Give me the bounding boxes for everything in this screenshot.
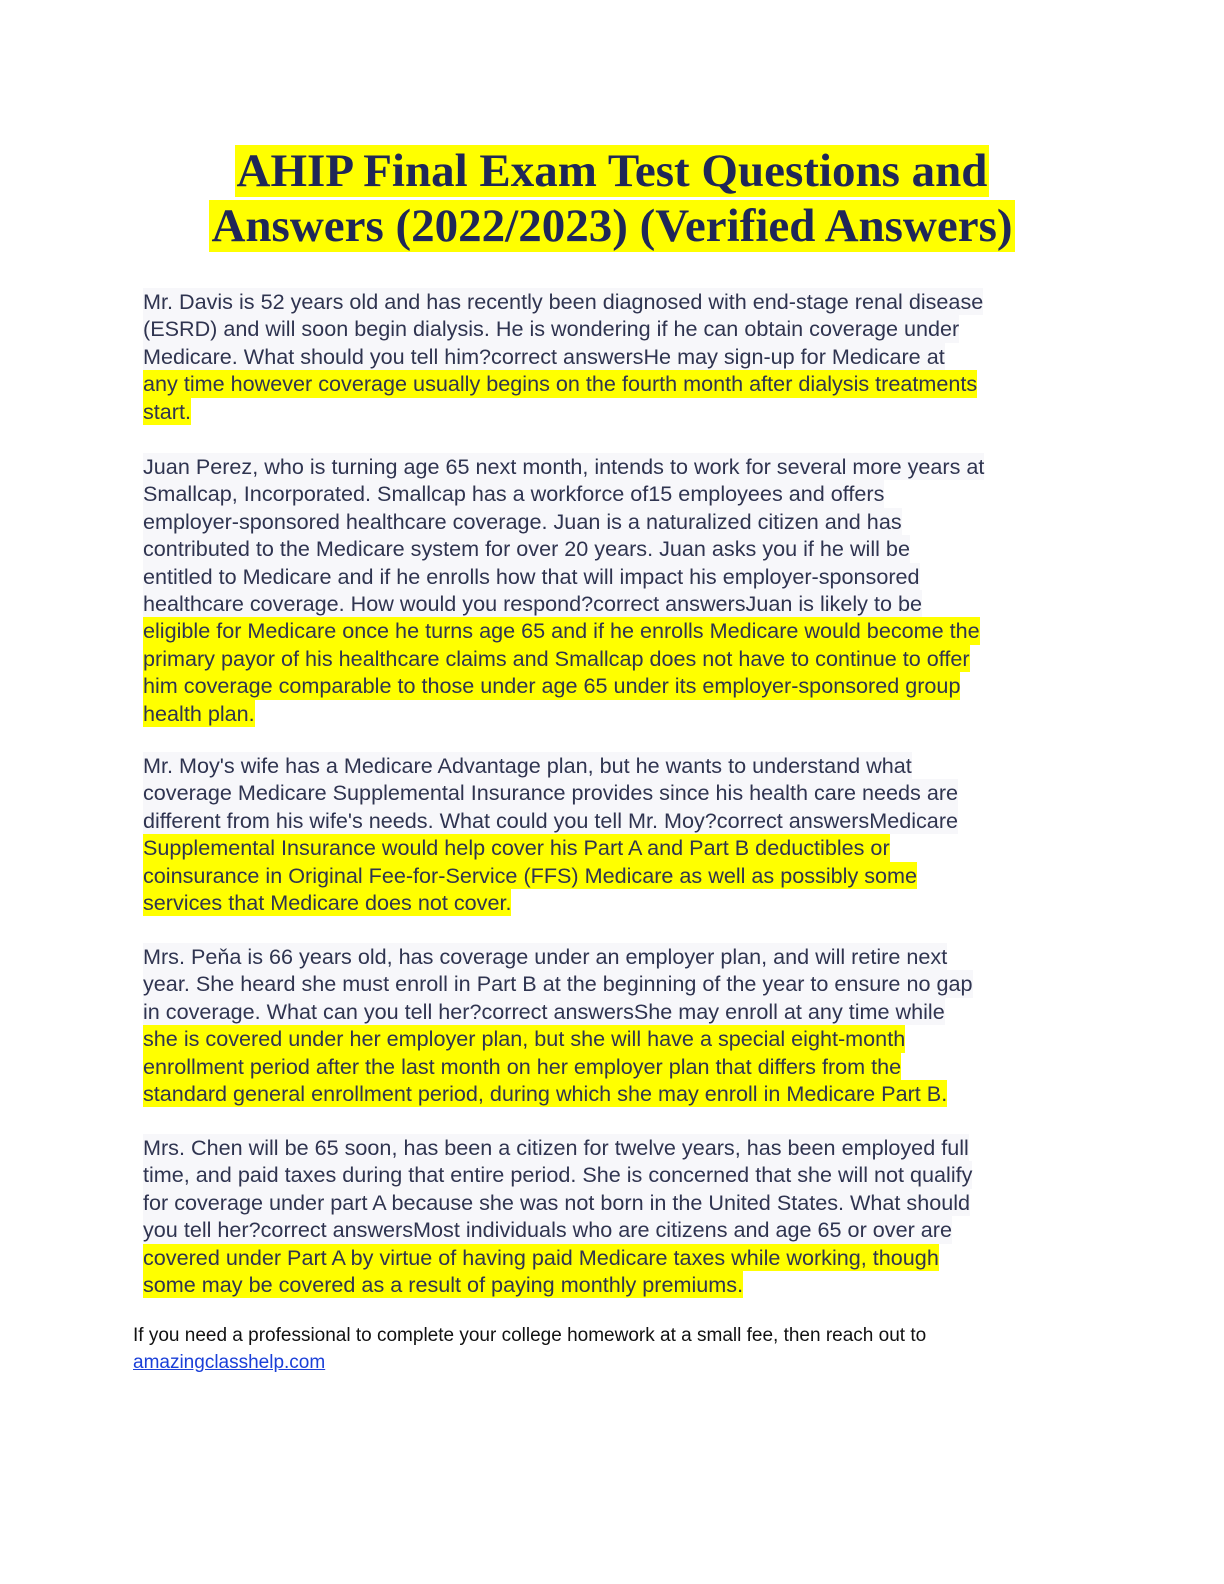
answer-line: him coverage comparable to those under age 65 under its employer-sponsored group: [143, 673, 961, 699]
question-line: healthcare coverage. How would you respond?correct answersJuan is likely to be: [143, 591, 922, 617]
footer-note: [133, 1322, 1093, 1376]
question-line: Medicare. What should you tell him?correct answersHe may sign-up for Medicare at: [143, 343, 945, 369]
question-line: coverage Medicare Supplemental Insurance provides since his health care needs are: [143, 780, 959, 806]
answer-line: eligible for Medicare once he turns age 65 and if he enrolls Medicare would become the: [143, 618, 980, 644]
question-line: different from his wife's needs. What could you tell Mr. Moy?correct answersMedicare: [143, 807, 959, 833]
question-line: year. She heard she must enroll in Part B at the beginning of the year to ensure no gap: [143, 971, 973, 997]
answer-line: services that Medicare does not cover.: [143, 890, 512, 916]
question-line: Mr. Davis is 52 years old and has recently been diagnosed with end-stage renal disease: [143, 289, 984, 314]
answer-line: standard general enrollment period, during which she may enroll in Medicare Part B.: [143, 1081, 948, 1107]
answer-line: start.: [143, 398, 191, 424]
answer-line: coinsurance in Original Fee-for-Service (FFS) Medicare as well as possibly some: [143, 862, 918, 888]
question-line: Mrs. Chen will be 65 soon, has been a citizen for twelve years, has been employed full: [143, 1135, 969, 1160]
title-line-1: AHIP Final Exam Test Questions and: [236, 145, 988, 197]
qa-block-davis: [143, 288, 1083, 425]
answer-line: health plan.: [143, 700, 255, 726]
qa-block-chen: [143, 1134, 1083, 1298]
question-line: in coverage. What can you tell her?correct answersShe may enroll at any time while: [143, 998, 945, 1024]
question-line: (ESRD) and will soon begin dialysis. He is wondering if he can obtain coverage under: [143, 316, 960, 342]
qa-block-pena: [143, 943, 1083, 1107]
question-line: Juan Perez, who is turning age 65 next month, intends to work for several more years at: [143, 454, 985, 479]
answer-line: covered under Part A by virtue of having paid Medicare taxes while working, though: [143, 1244, 939, 1270]
question-line: Mrs. Peňa is 66 years old, has coverage under an employer plan, and will retire next: [143, 944, 948, 969]
answer-line: some may be covered as a result of paying monthly premiums.: [143, 1272, 744, 1298]
page-title: [0, 144, 1224, 254]
footer-text: If you need a professional to complete your college homework at a small fee, then reach out to: [133, 1325, 927, 1346]
question-line: Mr. Moy's wife has a Medicare Advantage plan, but he wants to understand what: [143, 753, 912, 778]
answer-line: she is covered under her employer plan, but she will have a special eight-month: [143, 1026, 906, 1052]
answer-line: enrollment period after the last month on her employer plan that differs from the: [143, 1053, 902, 1079]
question-line: for coverage under part A because she was not born in the United States. What should: [143, 1189, 971, 1215]
question-line: you tell her?correct answersMost individuals who are citizens and age 65 or over are: [143, 1217, 952, 1243]
answer-line: any time however coverage usually begins on the fourth month after dialysis treatments: [143, 371, 978, 397]
question-line: contributed to the Medicare system for over 20 years. Juan asks you if he will be: [143, 536, 910, 562]
question-line: time, and paid taxes during that entire period. She is concerned that she will not qualify: [143, 1162, 973, 1188]
answer-line: primary payor of his healthcare claims and Smallcap does not have to continue to offer: [143, 645, 970, 671]
footer-link[interactable]: amazingclasshelp.com: [133, 1352, 326, 1373]
question-line: Smallcap, Incorporated. Smallcap has a workforce of15 employees and offers: [143, 481, 885, 507]
question-line: employer-sponsored healthcare coverage. Juan is a naturalized citizen and has: [143, 508, 902, 534]
qa-block-perez: [143, 453, 1083, 727]
qa-block-moy: [143, 752, 1083, 916]
question-line: entitled to Medicare and if he enrolls how that will impact his employer-sponsored: [143, 563, 920, 589]
answer-line: Supplemental Insurance would help cover his Part A and Part B deductibles or: [143, 835, 890, 861]
title-line-2: Answers (2022/2023) (Verified Answers): [211, 200, 1013, 252]
